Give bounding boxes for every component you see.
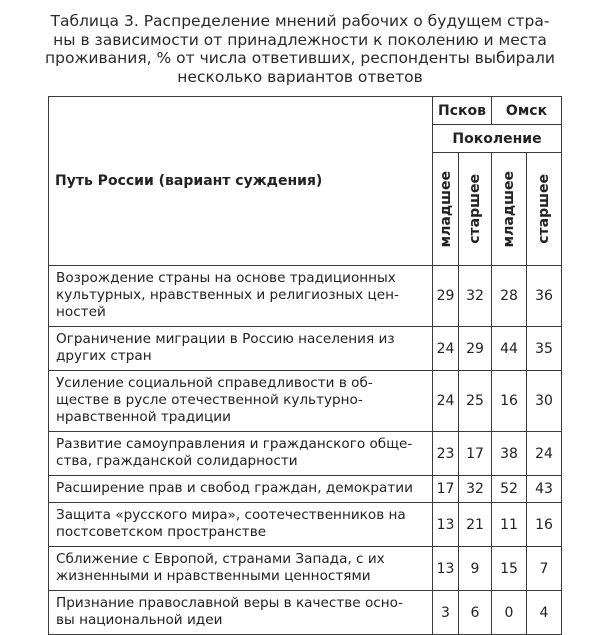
row-label-line: Защита «русского мира», соотечественников на — [56, 507, 406, 523]
row-label-line: жизненными и нравственными ценностями — [56, 568, 371, 584]
row-label-line: других стран — [56, 348, 152, 364]
row-label — [49, 266, 433, 327]
row-label-line: Возрождение страны на основе традиционных — [56, 270, 396, 286]
table-row — [49, 591, 562, 635]
cell-value: 17 — [433, 476, 459, 503]
cell-value: 16 — [492, 371, 527, 432]
row-label — [49, 371, 433, 432]
cell-value: 4 — [527, 591, 562, 635]
table-caption — [30, 12, 570, 86]
table-row — [49, 476, 562, 503]
cell-value: 13 — [433, 547, 459, 591]
row-label-line: нравственной традиции — [56, 409, 231, 425]
cell-value: 30 — [527, 371, 562, 432]
cell-value: 16 — [527, 503, 562, 547]
caption-line: проживания, % от числа ответивших, респонденты выбирали — [45, 49, 555, 67]
table-row — [49, 432, 562, 476]
cell-value: 35 — [527, 327, 562, 371]
cell-value: 36 — [527, 266, 562, 327]
cell-value: 7 — [527, 547, 562, 591]
row-label-line: Ограничение миграции в Россию населения из — [56, 331, 395, 347]
table-row — [49, 266, 562, 327]
row-label-line: ществе в русле отечественной культурно- — [56, 392, 363, 408]
header-subcol — [492, 153, 527, 266]
table-row — [49, 371, 562, 432]
row-label-line: Усиление социальной справедливости в об- — [56, 375, 373, 391]
row-label-line: ностей — [56, 304, 106, 320]
table-row — [49, 547, 562, 591]
row-label-line: Сближение с Европой, странами Запада, с их — [56, 551, 385, 567]
row-label — [49, 503, 433, 547]
row-label-line: культурных, нравственных и религиозных цен- — [56, 287, 399, 303]
header-subcol — [527, 153, 562, 266]
header-subcol-label: старшее — [467, 174, 483, 244]
row-label-line: Признание православной веры в качестве осно- — [56, 595, 403, 611]
cell-value: 29 — [459, 327, 492, 371]
cell-value: 0 — [492, 591, 527, 635]
row-label-line: ства, гражданской солидарности — [56, 453, 298, 469]
row-label — [49, 327, 433, 371]
header-subcol-label: младшее — [501, 170, 517, 248]
header-generation: Поколение — [433, 125, 562, 153]
cell-value: 29 — [433, 266, 459, 327]
cell-value: 24 — [527, 432, 562, 476]
cell-value: 9 — [459, 547, 492, 591]
header-city-omsk: Омск — [492, 97, 562, 125]
cell-value: 24 — [433, 327, 459, 371]
header-subcol-label: старшее — [536, 174, 552, 244]
header-path: Путь России (вариант суждения) — [49, 97, 433, 266]
row-label — [49, 591, 433, 635]
row-label — [49, 547, 433, 591]
caption-line: ны в зависимости от принадлежности к поколению и места — [53, 30, 547, 49]
header-subcol-label: младшее — [437, 170, 454, 248]
row-label-line: вы национальной идеи — [56, 612, 223, 628]
row-label — [49, 432, 433, 476]
cell-value: 52 — [492, 476, 527, 503]
row-label-line: постсоветском пространстве — [56, 524, 267, 540]
cell-value: 28 — [492, 266, 527, 327]
cell-value: 23 — [433, 432, 459, 476]
cell-value: 24 — [433, 371, 459, 432]
caption-line: несколько вариантов ответов — [177, 67, 423, 86]
cell-value: 21 — [459, 503, 492, 547]
opinion-table — [48, 96, 562, 635]
row-label-line: Расширение прав и свобод граждан, демократии — [56, 480, 413, 496]
cell-value: 15 — [492, 547, 527, 591]
cell-value: 25 — [459, 371, 492, 432]
table-row — [49, 503, 562, 547]
header-city-pskov: Псков — [433, 97, 492, 125]
caption-line: Таблица 3. Распределение мнений рабочих о будущем стра- — [50, 12, 550, 30]
cell-value: 6 — [459, 591, 492, 635]
row-label — [49, 476, 433, 503]
cell-value: 32 — [459, 476, 492, 503]
cell-value: 11 — [492, 503, 527, 547]
cell-value: 43 — [527, 476, 562, 503]
cell-value: 32 — [459, 266, 492, 327]
cell-value: 13 — [433, 503, 459, 547]
table-row — [49, 327, 562, 371]
cell-value: 17 — [459, 432, 492, 476]
cell-value: 44 — [492, 327, 527, 371]
header-subcol — [459, 153, 492, 266]
cell-value: 3 — [433, 591, 459, 635]
row-label-line: Развитие самоуправления и гражданского обще- — [56, 436, 413, 452]
cell-value: 38 — [492, 432, 527, 476]
header-subcol — [433, 153, 459, 266]
